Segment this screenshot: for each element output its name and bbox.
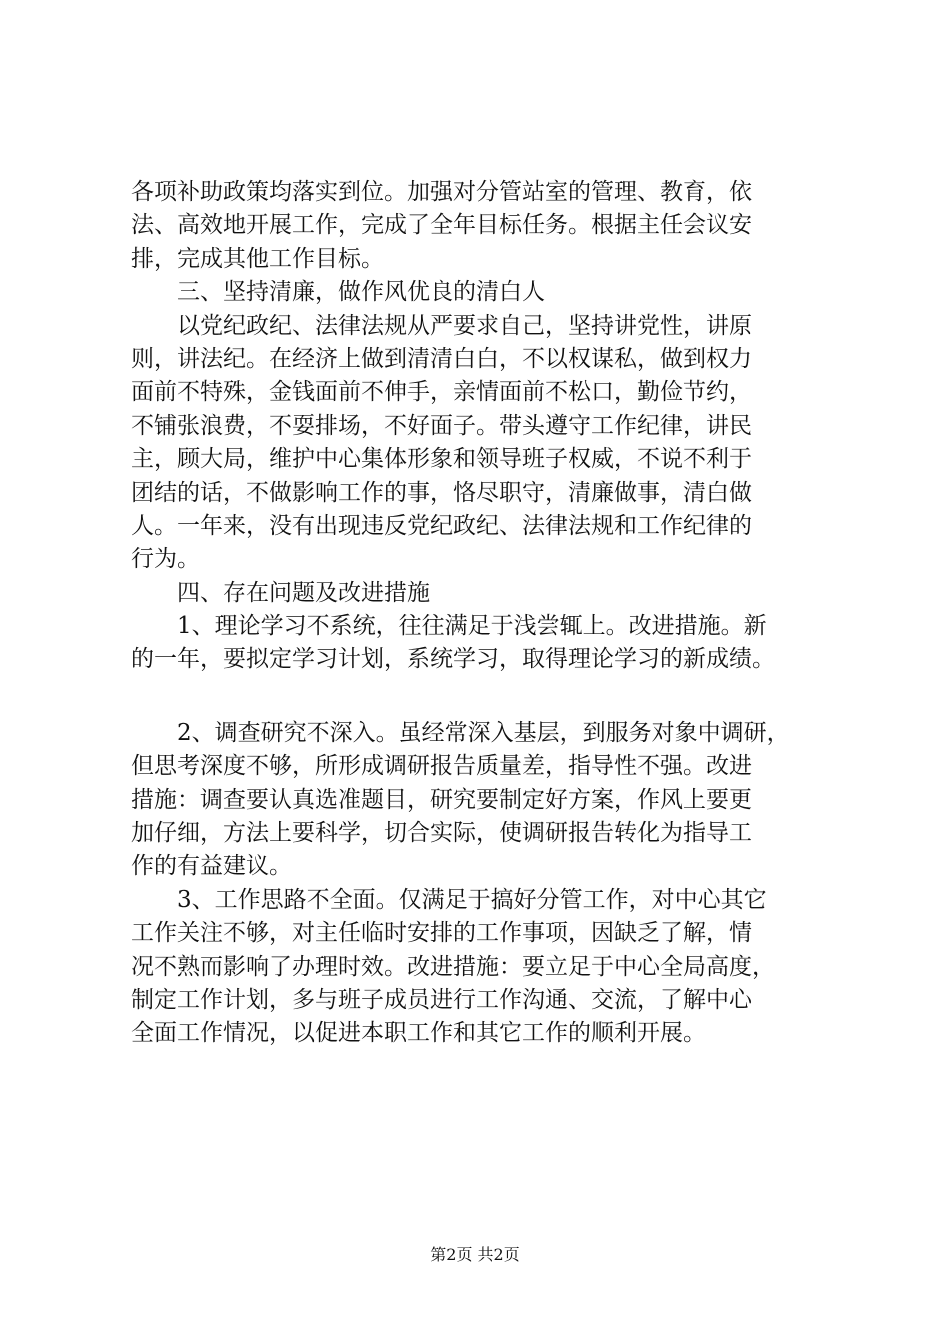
paragraph-integrity (131, 310, 851, 577)
text-line: 作的有益建议。 (131, 853, 292, 880)
text-line: 加仔细，方法上要科学，切合实际，使调研报告转化为指导工 (131, 820, 752, 847)
text-line: 主，顾大局，维护中心集体形象和领导班子权威，不说不利于 (131, 446, 752, 473)
text-line: 不铺张浪费，不耍排场，不好面子。带头遵守工作纪律，讲民 (131, 412, 752, 439)
document-body (131, 176, 851, 1051)
text-line: 全面工作情况，以促进本职工作和其它工作的顺利开展。 (131, 1020, 706, 1047)
text-line: 但思考深度不够，所形成调研报告质量差，指导性不强。改进 (131, 753, 752, 780)
text-line: 以党纪政纪、法律法规从严要求自己，坚持讲党性，讲原 (177, 312, 752, 339)
text-line: 况不熟而影响了办理时效。改进措施：要立足于中心全局高度， (131, 953, 775, 980)
paragraph-spacer (131, 677, 851, 717)
text-line: 排，完成其他工作目标。 (131, 245, 384, 272)
text-line: 各项补助政策均落实到位。加强对分管站室的管理、教育，依 (131, 179, 752, 205)
page-footer: 第2页 共2页 (430, 1245, 520, 1264)
paragraph-problem-theory-study (131, 610, 851, 677)
text-line: 人。一年来，没有出现违反党纪政纪、法律法规和工作纪律的 (131, 512, 752, 539)
text-line: 面前不特殊，金钱面前不伸手，亲情面前不松口，勤俭节约， (131, 379, 752, 406)
text-line: 三、坚持清廉，做作风优良的清白人 (177, 279, 545, 306)
text-line: 四、存在问题及改进措施 (177, 579, 430, 606)
text-line: 3、工作思路不全面。仅满足于搞好分管工作，对中心其它 (177, 886, 767, 913)
text-line: 2、调查研究不深入。虽经常深入基层，到服务对象中调研， (177, 719, 790, 746)
text-line: 1、理论学习不系统，往往满足于浅尝辄上。改进措施。新 (177, 613, 767, 640)
section-heading-problems (131, 577, 851, 610)
paragraph-subsidy-policies (131, 176, 851, 276)
text-line: 则，讲法纪。在经济上做到清清白白，不以权谋私，做到权力 (131, 345, 752, 372)
text-line: 的一年，要拟定学习计划，系统学习，取得理论学习的新成绩。 (131, 646, 775, 673)
paragraph-problem-research (131, 717, 851, 884)
paragraph-problem-work-approach (131, 884, 851, 1051)
text-line: 工作关注不够，对主任临时安排的工作事项，因缺乏了解，情 (131, 920, 752, 947)
text-line: 行为。 (131, 546, 200, 573)
text-line: 制定工作计划，多与班子成员进行工作沟通、交流，了解中心 (131, 986, 752, 1013)
text-line: 法、高效地开展工作，完成了全年目标任务。根据主任会议安 (131, 212, 752, 239)
text-line: 团结的话，不做影响工作的事，恪尽职守，清廉做事，清白做 (131, 479, 752, 506)
text-line: 措施：调查要认真选准题目，研究要制定好方案，作风上要更 (131, 786, 752, 813)
section-heading-integrity (131, 276, 851, 309)
